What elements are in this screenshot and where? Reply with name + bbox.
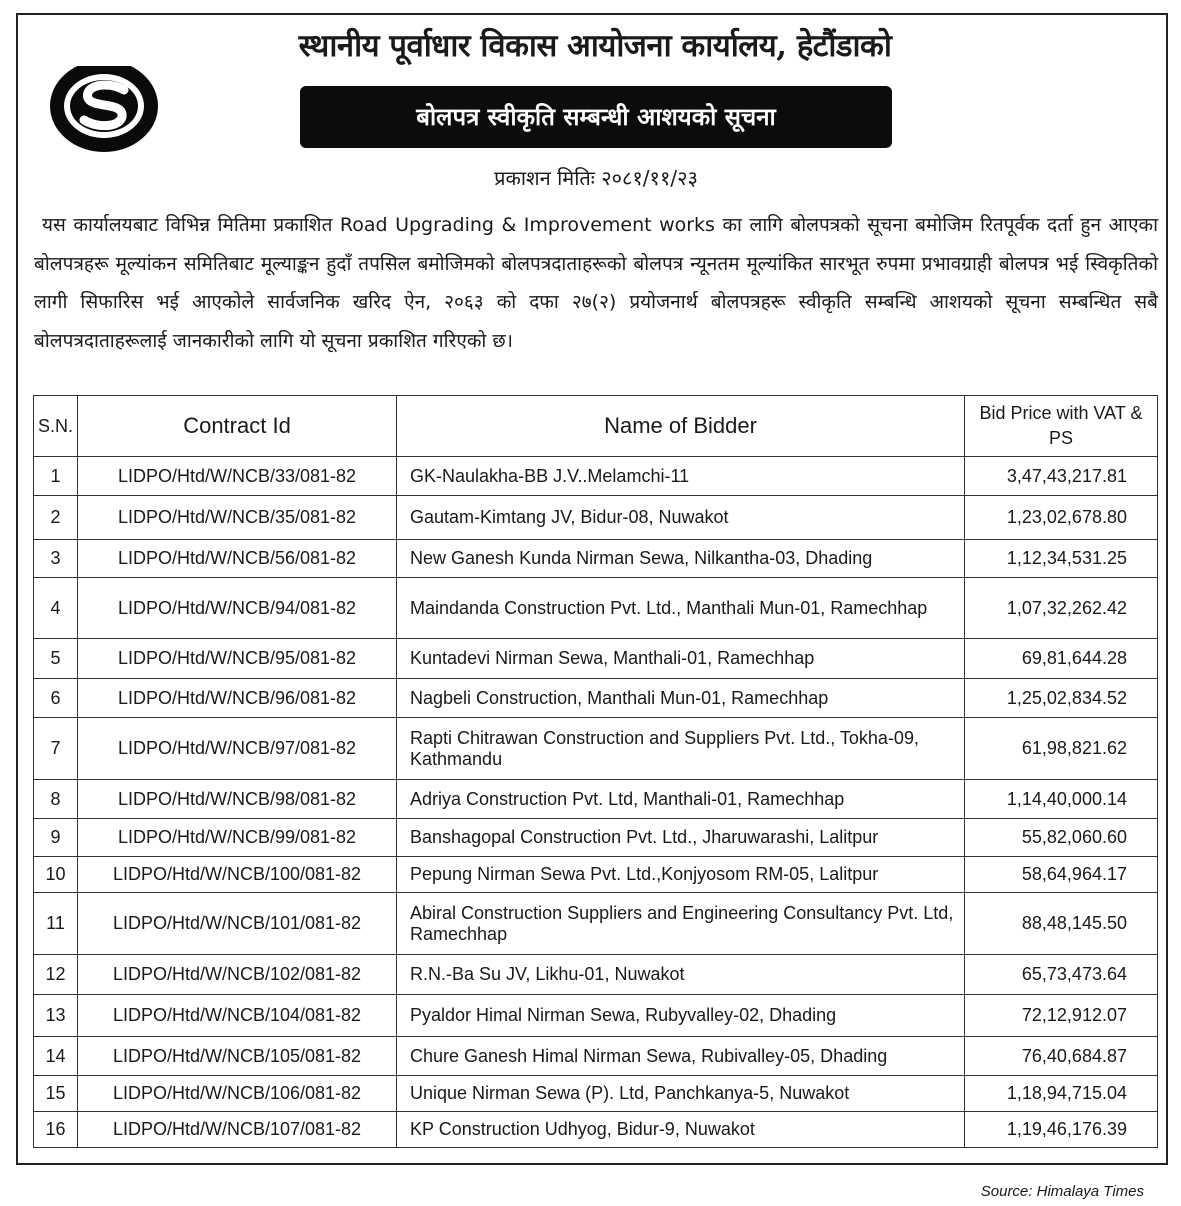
row-contract-id: LIDPO/Htd/W/NCB/105/081-82 bbox=[78, 1037, 397, 1076]
row-bid-price: 58,64,964.17 bbox=[965, 857, 1158, 893]
table-row bbox=[34, 857, 1158, 893]
table-row bbox=[34, 780, 1158, 819]
row-sn: 1 bbox=[34, 457, 78, 496]
row-bidder-name: Nagbeli Construction, Manthali Mun-01, Ramechhap bbox=[397, 679, 965, 718]
row-bidder-name: Rapti Chitrawan Construction and Suppliers Pvt. Ltd., Tokha-09, Kathmandu bbox=[397, 718, 965, 780]
row-contract-id: LIDPO/Htd/W/NCB/100/081-82 bbox=[78, 857, 397, 893]
row-bid-price: 1,23,02,678.80 bbox=[965, 496, 1158, 540]
row-contract-id: LIDPO/Htd/W/NCB/99/081-82 bbox=[78, 819, 397, 857]
office-title: स्थानीय पूर्वाधार विकास आयोजना कार्यालय, हेटौंडाको bbox=[298, 28, 892, 64]
row-bid-price: 72,12,912.07 bbox=[965, 995, 1158, 1037]
bidder-name-header: Name of Bidder bbox=[397, 396, 965, 457]
table-row bbox=[34, 819, 1158, 857]
row-bid-price: 1,18,94,715.04 bbox=[965, 1076, 1158, 1112]
row-bid-price: 1,14,40,000.14 bbox=[965, 780, 1158, 819]
row-bidder-name: Kuntadevi Nirman Sewa, Manthali-01, Ramechhap bbox=[397, 639, 965, 679]
row-bid-price: 65,73,473.64 bbox=[965, 955, 1158, 995]
source-credit: Source: Himalaya Times bbox=[980, 1183, 1144, 1200]
table-row bbox=[34, 496, 1158, 540]
table-row bbox=[34, 540, 1158, 578]
row-contract-id: LIDPO/Htd/W/NCB/107/081-82 bbox=[78, 1112, 397, 1148]
row-bidder-name: Pyaldor Himal Nirman Sewa, Rubyvalley-02, Dhading bbox=[397, 995, 965, 1037]
row-contract-id: LIDPO/Htd/W/NCB/56/081-82 bbox=[78, 540, 397, 578]
publication-date: प्रकाशन मितिः २०८१/११/२३ bbox=[494, 166, 698, 190]
row-sn: 4 bbox=[34, 578, 78, 639]
table-row bbox=[34, 1076, 1158, 1112]
row-sn: 16 bbox=[34, 1112, 78, 1148]
row-sn: 12 bbox=[34, 955, 78, 995]
table-row bbox=[34, 679, 1158, 718]
table-row bbox=[34, 457, 1158, 496]
table-header-row bbox=[34, 396, 1158, 457]
table-row bbox=[34, 718, 1158, 780]
row-sn: 14 bbox=[34, 1037, 78, 1076]
row-bidder-name: Maindanda Construction Pvt. Ltd., Manthali Mun-01, Ramechhap bbox=[397, 578, 965, 639]
contract-id-header: Contract Id bbox=[78, 396, 397, 457]
row-bid-price: 76,40,684.87 bbox=[965, 1037, 1158, 1076]
bidder-table bbox=[33, 395, 1158, 1148]
notice-paragraph: यस कार्यालयबाट विभिन्न मितिमा प्रकाशित Road Upgrading & Improvement works का लागि बोलपत्रको सूचना बमोजिम रितपूर्वक दर्ता हुन आएका बोलपत्रहरू मूल्यांकन समितिबाट मूल्याङ्कन हुदाँ तपसिल बमोजिमको बोलपत्रदाताहरूको बोलपत्र न्यूनतम मूल्यांकित सारभूत रुपमा प्रभावग्राही बोलपत्र भई स्विकृतिको लागी सिफारिस भई आएकोले सार्वजनिक खरिद ऐन, २०६३ को दफा २७(२) प्रयोजनार्थ बोलपत्रहरू स्वीकृति सम्बन्धि आशयको सूचना सम्बन्धित सबै बोलपत्रदाताहरूलाई जानकारीको लागि यो सूचना प्रकाशित गरिएको छ। bbox=[34, 214, 1158, 352]
row-bid-price: 88,48,145.50 bbox=[965, 893, 1158, 955]
row-bidder-name: Adriya Construction Pvt. Ltd, Manthali-01, Ramechhap bbox=[397, 780, 965, 819]
row-sn: 13 bbox=[34, 995, 78, 1037]
table-row bbox=[34, 893, 1158, 955]
table-row bbox=[34, 995, 1158, 1037]
row-bidder-name: Banshagopal Construction Pvt. Ltd., Jharuwarashi, Lalitpur bbox=[397, 819, 965, 857]
table-row bbox=[34, 578, 1158, 639]
row-bidder-name: Chure Ganesh Himal Nirman Sewa, Rubivalley-05, Dhading bbox=[397, 1037, 965, 1076]
row-contract-id: LIDPO/Htd/W/NCB/97/081-82 bbox=[78, 718, 397, 780]
row-bidder-name: Abiral Construction Suppliers and Engineering Consultancy Pvt. Ltd, Ramechhap bbox=[397, 893, 965, 955]
row-contract-id: LIDPO/Htd/W/NCB/96/081-82 bbox=[78, 679, 397, 718]
row-sn: 10 bbox=[34, 857, 78, 893]
row-sn: 11 bbox=[34, 893, 78, 955]
row-sn: 9 bbox=[34, 819, 78, 857]
row-sn: 5 bbox=[34, 639, 78, 679]
row-contract-id: LIDPO/Htd/W/NCB/101/081-82 bbox=[78, 893, 397, 955]
row-sn: 3 bbox=[34, 540, 78, 578]
row-bid-price: 1,25,02,834.52 bbox=[965, 679, 1158, 718]
row-sn: 6 bbox=[34, 679, 78, 718]
row-contract-id: LIDPO/Htd/W/NCB/104/081-82 bbox=[78, 995, 397, 1037]
row-contract-id: LIDPO/Htd/W/NCB/98/081-82 bbox=[78, 780, 397, 819]
row-bid-price: 69,81,644.28 bbox=[965, 639, 1158, 679]
row-bidder-name: GK-Naulakha-BB J.V..Melamchi-11 bbox=[397, 457, 965, 496]
row-contract-id: LIDPO/Htd/W/NCB/106/081-82 bbox=[78, 1076, 397, 1112]
row-bidder-name: Unique Nirman Sewa (P). Ltd, Panchkanya-5, Nuwakot bbox=[397, 1076, 965, 1112]
row-bidder-name: R.N.-Ba Su JV, Likhu-01, Nuwakot bbox=[397, 955, 965, 995]
row-bid-price: 1,19,46,176.39 bbox=[965, 1112, 1158, 1148]
sn-header: S.N. bbox=[34, 396, 78, 457]
government-emblem-icon bbox=[46, 52, 162, 156]
table-row bbox=[34, 639, 1158, 679]
row-bid-price: 1,12,34,531.25 bbox=[965, 540, 1158, 578]
row-sn: 15 bbox=[34, 1076, 78, 1112]
table-row bbox=[34, 1037, 1158, 1076]
notice-title-banner: बोलपत्र स्वीकृति सम्बन्धी आशयको सूचना bbox=[300, 86, 892, 148]
row-bid-price: 1,07,32,262.42 bbox=[965, 578, 1158, 639]
table-row bbox=[34, 955, 1158, 995]
row-bidder-name: New Ganesh Kunda Nirman Sewa, Nilkantha-03, Dhading bbox=[397, 540, 965, 578]
row-bidder-name: Gautam-Kimtang JV, Bidur-08, Nuwakot bbox=[397, 496, 965, 540]
row-contract-id: LIDPO/Htd/W/NCB/94/081-82 bbox=[78, 578, 397, 639]
row-contract-id: LIDPO/Htd/W/NCB/35/081-82 bbox=[78, 496, 397, 540]
bid-price-header: Bid Price with VAT & PS bbox=[965, 396, 1158, 457]
table-row bbox=[34, 1112, 1158, 1148]
row-sn: 7 bbox=[34, 718, 78, 780]
row-bid-price: 55,82,060.60 bbox=[965, 819, 1158, 857]
row-sn: 8 bbox=[34, 780, 78, 819]
row-contract-id: LIDPO/Htd/W/NCB/95/081-82 bbox=[78, 639, 397, 679]
row-contract-id: LIDPO/Htd/W/NCB/33/081-82 bbox=[78, 457, 397, 496]
row-sn: 2 bbox=[34, 496, 78, 540]
row-bid-price: 3,47,43,217.81 bbox=[965, 457, 1158, 496]
row-bid-price: 61,98,821.62 bbox=[965, 718, 1158, 780]
row-bidder-name: Pepung Nirman Sewa Pvt. Ltd.,Konjyosom RM-05, Lalitpur bbox=[397, 857, 965, 893]
row-bidder-name: KP Construction Udhyog, Bidur-9, Nuwakot bbox=[397, 1112, 965, 1148]
row-contract-id: LIDPO/Htd/W/NCB/102/081-82 bbox=[78, 955, 397, 995]
